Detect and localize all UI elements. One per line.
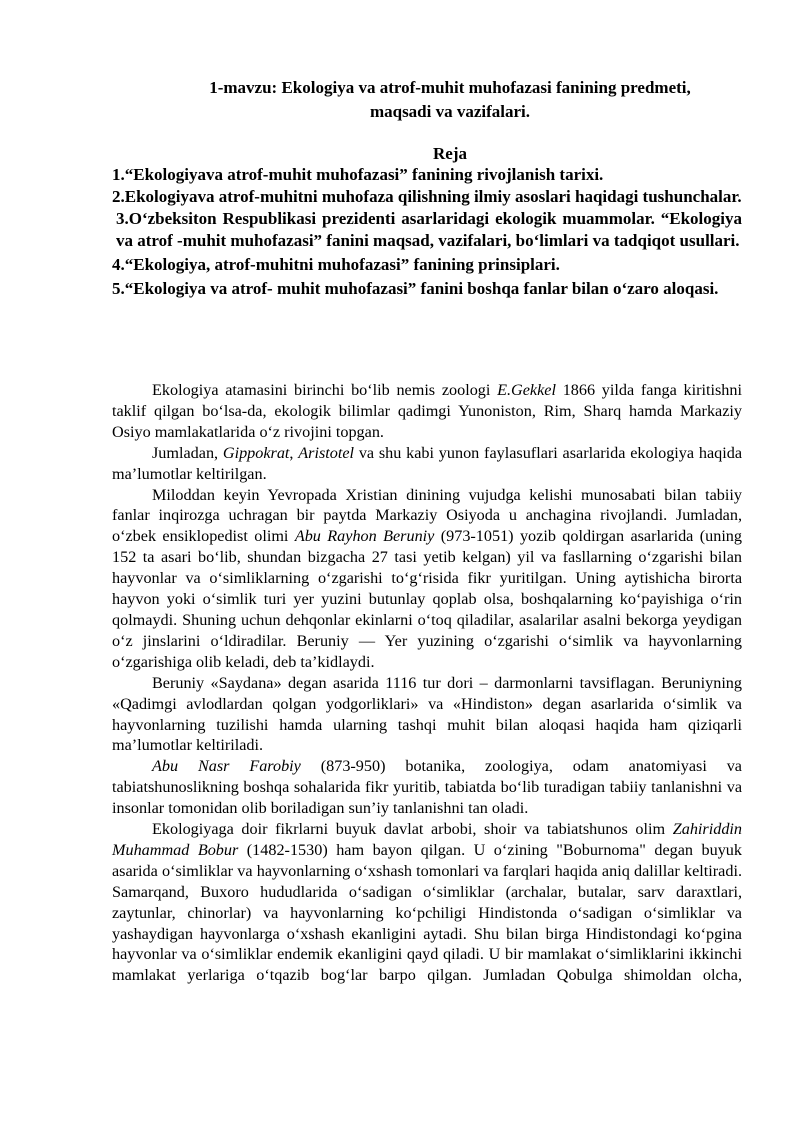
paragraph-6-text-c: (1482-1530) ham bayon qilgan. U o‘zining "Boburnoma" degan buyuk asarida o‘simliklar va hayvonlarning o‘xshash tomonlari va farqlari haqida aniq dalillar keltiradi. Samarqand, Buxoro hududlarida o‘sadigan o‘simliklar (archalar, butalar, sarv daraxtlari, zaytunlar, chinorlar) va hayvonlarning ko‘pchiligi Hindistonda o‘sadigan o‘simliklar va yashaydigan hayvonlarga o‘xshash ekanligini aytadi. Shu bilan birga Hindistondagi ko‘pgina hayvonlar va o‘simliklar endemik ekanligini qayd qiladi. U bir mamlakat o‘simliklarini ikkinchi mamlakat yerlariga o‘tqazib bog‘lar barpo qilgan. Jumladan Qobulga shimoldan olcha, <box>112 840 742 985</box>
paragraph-1 <box>112 380 742 443</box>
paragraph-3-text-c: (973-1051) yozib qoldirgan asarlarida (uning 152 ta asari bo‘lib, shundan bizgacha 27 tasi yetib kelgan) yil va fasllarning o‘zgarishi bilan hayvonlar va o‘simliklarning o‘zgarishi to‘g‘risida fikr yuritilgan. Uning aytishicha birorta hayvon yoki o‘simlik turi yer yuzini butunlay qoplab olsa, boshqalarning ko‘payishiga o‘rin qolmaydi. Shuning uchun dehqonlar ekinlarni o‘toq qiladilar, asalarilar asalni bekorga yeydigan o‘z jinslarini o‘ldiradilar. Beruniy — Yer yuzining o‘zgarishi o‘simlik va hayvonlarning o‘zgarishiga olib keladi, deb ta’kidlaydi. <box>112 527 742 671</box>
plan-item-2: 2.Ekologiyava atrof-muhitni muhofaza qilishning ilmiy asoslari haqidagi tushunchalar. <box>112 187 742 206</box>
name-aristotel: Aristotel <box>298 443 355 462</box>
plan-item-1: 1.“Ekologiyava atrof-muhit muhofazasi” fanining rivojlanish tarixi. <box>112 165 604 184</box>
paragraph-1-text-c: 1866 yilda fanga kiritishni taklif qilgan bo‘lsa-da, ekologik bilimlar qadimgi Yunoniston, Rim, Sharq hamda Markaziy Osiyo mamlakatlarida o‘z rivojini topgan. <box>112 381 742 441</box>
paragraph-2-text-a: Jumladan, <box>152 443 223 462</box>
title-line-2: maqsadi va vazifalari. <box>369 102 531 121</box>
title-line-1: 1-mavzu: Ekologiya va atrof-muhit muhofazasi fanining predmeti, <box>209 78 691 97</box>
paragraph-2-text-c: , <box>289 443 299 462</box>
paragraph-2 <box>112 443 742 485</box>
plan-item-5: 5.“Ekologiya va atrof- muhit muhofazasi” fanini boshqa fanlar bilan o‘zaro aloqasi. <box>112 279 719 298</box>
name-bobur: Zahiriddin Muhammad Bobur <box>112 820 742 859</box>
paragraph-4-text-a: Beruniy «Saydana» degan asarida 1116 tur dori – darmonlarni tavsiflagan. Beruniyning «Qadimgi avlodlardan qolgan yodgorliklari» va «Hindiston» degan asarlarida o‘simlik va hayvonlarning tuzilishi hamda ularning tashqi muhit bilan aloqasi haqida ham qiziqarli ma’lumotlar keltiriladi. <box>112 673 742 755</box>
plan-heading: Reja <box>433 144 467 163</box>
paragraph-6-text-a: Ekologiyaga doir fikrlarni buyuk davlat arbobi, shoir va tabiatshunos olim <box>152 820 673 839</box>
document-title <box>112 76 788 124</box>
paragraph-1-text-a: Ekologiya atamasini birinchi bo‘lib nemis zoologi <box>152 381 498 399</box>
plan-item-3: 3.O‘zbeksiton Respublikasi prezidenti asarlaridagi ekologik muammolar. “Ekologiya va atrof -muhit muhofazasi” fanini maqsad, vazifalari, bo‘limlari va tadqiqot usullari. <box>116 209 742 250</box>
name-gekkel: E.Gekkel <box>497 381 556 399</box>
paragraph-4 <box>112 673 742 757</box>
body-text <box>112 380 742 986</box>
plan-list <box>112 164 742 300</box>
paragraph-3 <box>112 485 742 673</box>
paragraph-5-text-b: (873-950) botanika, zoologiya, odam anatomiyasi va tabiatshunoslikning boshqa sohalarida fikr yuritib, tabiatda bo‘lib turadigan tabiiy tanlanishni va insonlar tomonidan olib boriladigan sun’iy tanlanishni tan oladi. <box>112 757 742 818</box>
paragraph-2-text-e: va shu kabi yunon faylasuflari asarlarida ekologiya haqida ma’lumotlar keltirilgan. <box>112 443 743 483</box>
name-beruniy: Abu Rayhon Beruniy <box>294 527 435 546</box>
plan-item-4: 4.“Ekologiya, atrof-muhitni muhofazasi” fanining prinsiplari. <box>112 255 560 274</box>
paragraph-6 <box>112 819 742 986</box>
name-gippokrat: Gippokrat <box>222 443 290 462</box>
name-farobiy: Abu Nasr Farobiy <box>152 757 301 776</box>
paragraph-5 <box>112 756 742 819</box>
paragraph-3-text-a: Miloddan keyin Yevropada Xristian dinining vujudga kelishi munosabati bilan tabiiy fanlar inqirozga uchragan bir paytda Markaziy Osiyoda u anchagina rivojlandi. Jumladan, o‘zbek ensiklopedist olimi <box>112 485 742 546</box>
